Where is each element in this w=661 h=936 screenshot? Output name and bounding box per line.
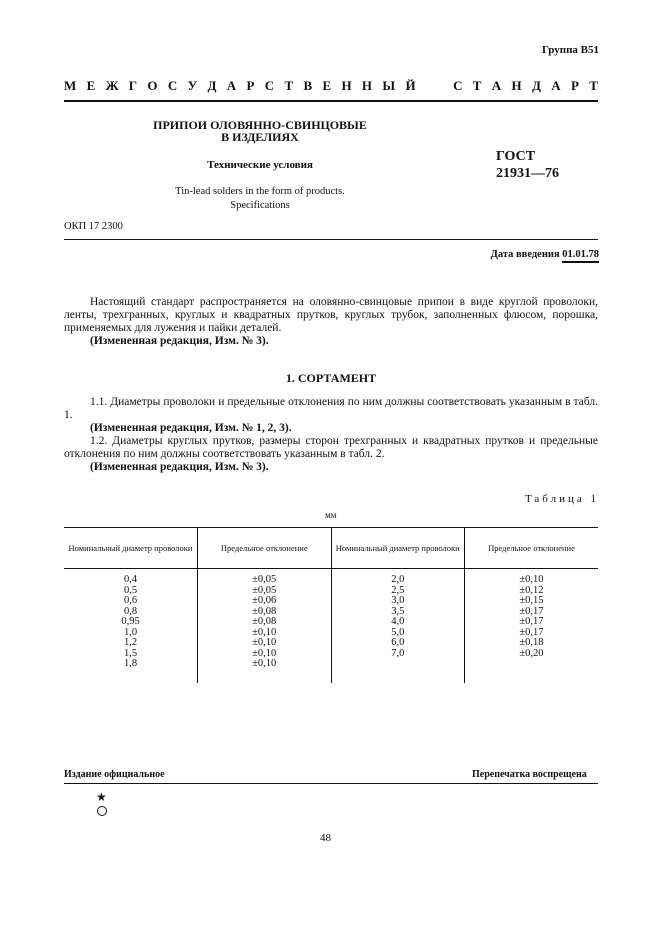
banner-letter: С [453, 78, 463, 93]
banner-letter: В [303, 78, 313, 93]
table-cell: ±0,15 [519, 595, 544, 606]
table-cell: ±0,10 [252, 647, 277, 659]
banner-letter: Е [322, 78, 332, 93]
title-en [130, 185, 390, 213]
banner-letter: Т [284, 78, 294, 93]
table-cell: ±0,08 [252, 616, 277, 627]
banner-letter: О [147, 78, 158, 93]
banner-letter: Р [246, 78, 255, 93]
banner-letter: Т [589, 78, 598, 93]
paragraph-1-1-amend: (Измененная редакция, Изм. № 1, 2, 3). [90, 422, 292, 434]
title-block [130, 119, 390, 213]
section-paragraphs [64, 396, 598, 474]
table-cell: 1,5 [123, 647, 138, 659]
banner-letter: С [167, 78, 178, 93]
banner-letter: Й [405, 78, 416, 93]
table-cell: 0,4 [123, 574, 138, 585]
banner-letter: Т [472, 78, 482, 93]
table-cell: 1,8 [123, 658, 138, 669]
table-cell: 3,5 [391, 605, 405, 617]
table-cell: ±0,17 [519, 605, 544, 617]
official-edition: Издание официальное [64, 769, 165, 780]
effective-date [491, 249, 599, 260]
section-heading: 1. СОРТАМЕНТ [285, 371, 377, 385]
date-value: 01.01.78 [562, 249, 599, 263]
okp-rule [64, 239, 598, 240]
banner-letter [439, 78, 442, 94]
table-cell: 0,8 [123, 605, 138, 617]
title-en-line1: Tin-lead solders in the form of products. [175, 186, 345, 197]
gost-number [496, 148, 559, 182]
interstate-standard-banner [64, 78, 598, 94]
banner-letter: Д [207, 78, 217, 93]
banner-letter: А [551, 78, 561, 93]
gost-label: ГОСТ [496, 149, 536, 164]
table-cell: 3,0 [391, 595, 405, 606]
intro-amend: (Измененная редакция, Изм. № 3). [90, 335, 269, 347]
table-cell: 1,0 [123, 626, 138, 638]
table-caption: Таблица 1 [524, 493, 599, 505]
column-tolerance-1 [198, 569, 332, 684]
table-cell: ±0,10 [252, 626, 277, 638]
table-cell: ±0,10 [252, 637, 277, 648]
star-icon: ★ [96, 790, 107, 804]
banner-letter: А [226, 78, 237, 93]
banner-letter: Е [86, 78, 96, 93]
table-cell: 2,0 [391, 574, 405, 585]
table-cell: ±0,08 [252, 605, 277, 617]
column-diameter-2 [331, 569, 465, 684]
banner-letter: Д [531, 78, 541, 93]
table-1 [64, 527, 598, 683]
banner-letter: Н [361, 78, 373, 93]
table-cell: ±0,06 [252, 595, 277, 606]
banner-letter [426, 78, 429, 94]
table-cell: 0,95 [121, 616, 140, 627]
okp-code: ОКП 17 2300 [64, 221, 123, 232]
banner-letter: Р [570, 78, 579, 93]
banner-letter: М [64, 78, 77, 93]
footer-rule [64, 783, 598, 784]
column-tolerance-2 [465, 569, 599, 684]
intro-text: Настоящий стандарт распространяется на оловянно-свинцовые припои в виде круглой проволоки, ленты, трехгранных, круглых и квадратных прутков, круглых трубок, заполненных флюсом, порошка, применяемых для лужения и пайки деталей. [64, 296, 598, 334]
page-number: 48 [320, 832, 331, 844]
table-cell: ±0,17 [519, 616, 544, 627]
banner-letter: Г [128, 78, 138, 93]
table-cell: ±0,20 [519, 647, 544, 659]
date-label: Дата введения [490, 249, 563, 260]
header-diameter-2: Номинальный диаметр проволоки [331, 528, 465, 569]
table-cell: ±0,10 [519, 574, 544, 585]
table-unit: мм [325, 510, 337, 520]
table-cell: 1,2 [123, 637, 138, 648]
intro-paragraph [64, 296, 598, 348]
table-cell: ±0,10 [252, 658, 277, 669]
table-cell: 0,5 [123, 584, 138, 596]
reprint-prohibited: Перепечатка воспрещена [472, 769, 587, 780]
banner-letter: У [187, 78, 198, 93]
table-cell: 7,0 [391, 647, 405, 659]
banner-letter: Н [341, 78, 352, 93]
table-cell: ±0,05 [252, 584, 277, 596]
subtitle: Технические условия [207, 159, 313, 171]
table-cell: ±0,18 [519, 637, 544, 648]
header-tolerance-2: Предельное отклонение [465, 528, 599, 569]
table-cell: ±0,05 [252, 574, 277, 585]
paragraph-1-1: 1.1. Диаметры проволоки и предельные отклонения по ним должны соответствовать указанным в табл. 1. [64, 396, 598, 421]
header-rule [64, 100, 598, 102]
group-code: Группа В51 [541, 44, 599, 56]
gost-code: 21931—76 [496, 166, 559, 181]
table-cell: 2,5 [391, 584, 405, 596]
banner-letter: А [491, 78, 502, 93]
table-cell: 4,0 [391, 616, 405, 627]
header-diameter-1: Номинальный диаметр проволоки [64, 528, 198, 569]
paragraph-1-2-amend: (Измененная редакция, Изм. № 3). [90, 461, 269, 473]
header-tolerance-1: Предельное отклонение [198, 528, 332, 569]
title-ru-line2: В ИЗДЕЛИЯХ [221, 130, 299, 144]
table-cell: 0,6 [123, 595, 138, 606]
title-ru-line1: ПРИПОИ ОЛОВЯННО-СВИНЦОВЫЕ [153, 118, 367, 132]
title-en-line2: Specifications [230, 200, 290, 211]
banner-letter: Ы [382, 78, 396, 93]
banner-letter: Н [511, 78, 522, 93]
banner-letter: Ж [105, 78, 119, 93]
paragraph-1-2: 1.2. Диаметры круглых прутков, размеры сторон трехгранных и квадратных прутков и предельные отклонения по ним должны соответствовать указанным в табл. 2. [64, 435, 598, 460]
table-cell: ±0,12 [519, 584, 544, 596]
table-cell: ±0,17 [519, 626, 544, 638]
banner-letter: С [264, 78, 275, 93]
column-diameter-1 [64, 569, 198, 684]
table-cell: 6,0 [391, 637, 405, 648]
circle-icon [97, 806, 107, 816]
table-cell: 5,0 [391, 626, 405, 638]
